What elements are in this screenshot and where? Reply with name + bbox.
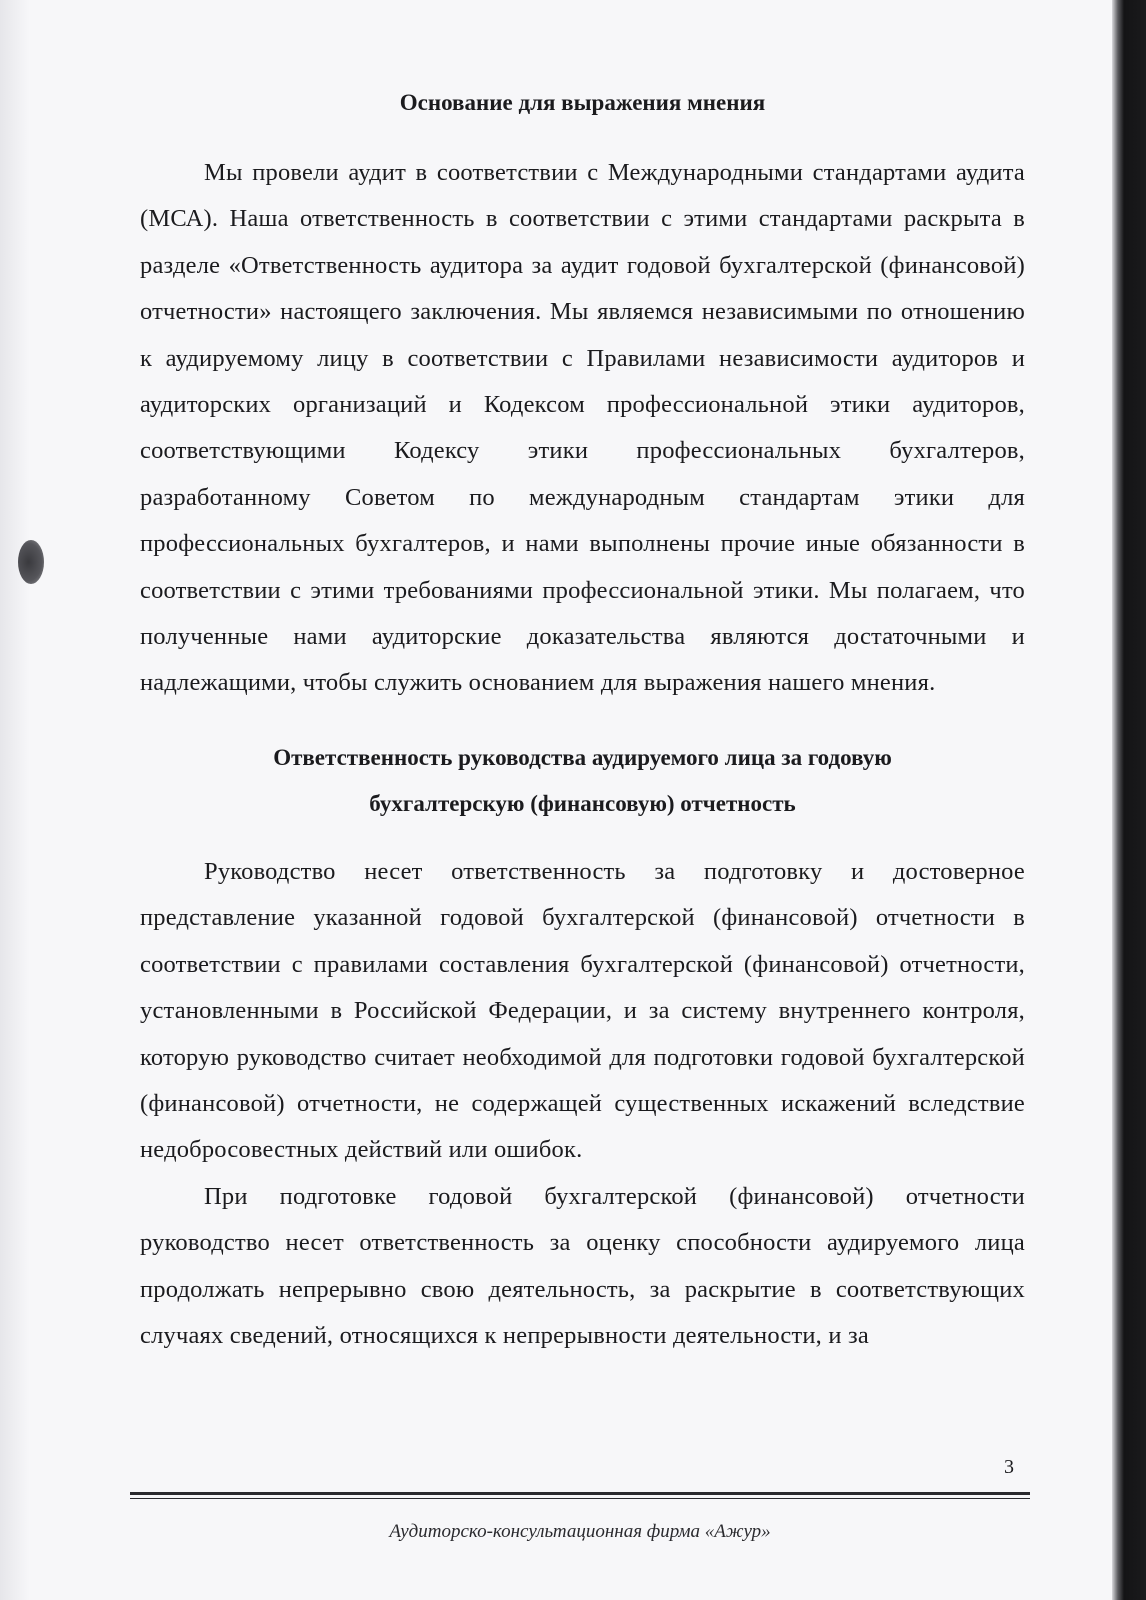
document-body — [140, 80, 1025, 1359]
heading-line-1: Ответственность руководства аудируемого лица за годовую — [273, 744, 892, 770]
section-heading-management-responsibility — [140, 735, 1025, 827]
scan-left-shadow — [0, 0, 30, 1600]
heading-line-2: бухгалтерскую (финансовую) отчетность — [369, 790, 796, 816]
footer-rule-thin — [130, 1498, 1030, 1499]
paragraph-management-responsibility-1: Руководство несет ответственность за подготовку и достоверное представление указанной годовой бухгалтерской (финансовой) отчетности в соответствии с правилами составления бухгалтерской (финансовой) отчетности, установленными в Российской Федерации, и за систему внутреннего контроля, которую руководство считает необходимой для подготовки годовой бухгалтерской (финансовой) отчетности, не содержащей существенных искажений вследствие недобросовестных действий или ошибок. — [140, 857, 1025, 1164]
section-heading-basis-for-opinion: Основание для выражения мнения — [399, 90, 766, 115]
footer-rule — [130, 1492, 1030, 1495]
paragraph-basis-for-opinion: Мы провели аудит в соответствии с Международными стандартами аудита (МСА). Наша ответственность в соответствии с этими стандартами раскрыта в разделе «Ответственность аудитора за аудит годовой бухгалтерской (финансовой) отчетности» настоящего заключения. Мы являемся независимыми по отношению к аудируемому лицу в соответствии с Правилами независимости аудиторов и аудиторских организаций и Кодексом профессиональной этики аудиторов, соответствующими Кодексу этики профессиональных бухгалтеров, разработанному Советом по международным стандартам этики для профессиональных бухгалтеров, и нами выполнены прочие иные обязанности в соответствии с этими требованиями профессиональной этики. Мы полагаем, что полученные нами аудиторские доказательства являются достаточными и надлежащими, чтобы служить основанием для выражения нашего мнения. — [140, 159, 1025, 697]
scan-right-edge — [1112, 0, 1146, 1600]
punch-hole — [18, 540, 44, 584]
footer-firm-name: Аудиторско-консультационная фирма «Ажур» — [389, 1521, 771, 1542]
paragraph-management-responsibility-2: При подготовке годовой бухгалтерской (финансовой) отчетности руководство несет ответственность за оценку способности аудируемого лица продолжать непрерывно свою деятельность, за раскрытие в соответствующих случаях сведений, относящихся к непрерывности деятельности, и за — [140, 1182, 1025, 1349]
page-number: 3 — [1004, 1456, 1014, 1478]
